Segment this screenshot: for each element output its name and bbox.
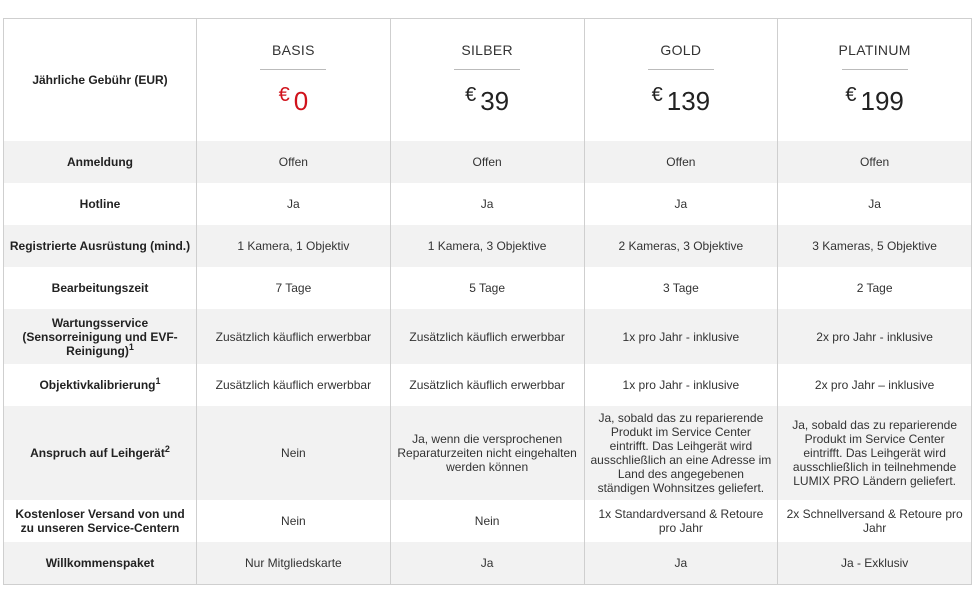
euro-symbol: € [278, 84, 290, 106]
table-cell: Ja [584, 183, 778, 225]
price-value: 39 [480, 86, 510, 116]
table-cell: Zusätzlich käuflich erwerbbar [390, 364, 584, 406]
table-cell: 1 Kamera, 3 Objektive [390, 225, 584, 267]
row-label: Bearbeitungszeit [4, 267, 197, 309]
plan-gold [584, 19, 778, 142]
table-cell: 2 Tage [778, 267, 972, 309]
table-row-ausruestung [4, 225, 972, 267]
table-row-leihgeraet [4, 406, 972, 500]
table-row-anmeldung [4, 141, 972, 183]
row-label-text: Objektivkalibrierung [39, 378, 156, 392]
table-cell: Ja - Exklusiv [778, 542, 972, 584]
table-cell: Offen [197, 141, 391, 183]
plan-name: SILBER [461, 42, 513, 58]
table-cell: Nein [390, 500, 584, 542]
row-label: Willkommenspaket [4, 542, 197, 584]
table-cell: 2x pro Jahr - inklusive [778, 309, 972, 364]
table-cell: Ja [197, 183, 391, 225]
row-label: Kostenloser Versand von und zu unseren Service-Centern [4, 500, 197, 542]
table-cell: 3 Kameras, 5 Objektive [778, 225, 972, 267]
table-cell: Ja, sobald das zu reparierende Produkt im Service Center eintrifft. Das Leihgerät wird ausschließlich in teilnehmende LUMIX PRO Ländern geliefert. [778, 406, 972, 500]
euro-symbol: € [845, 84, 857, 106]
table-cell: Zusätzlich käuflich erwerbbar [390, 309, 584, 364]
plan-price [397, 84, 578, 116]
table-cell: Nur Mitgliedskarte [197, 542, 391, 584]
plan-basis [197, 19, 391, 142]
row-label: Hotline [4, 183, 197, 225]
table-row-versand [4, 500, 972, 542]
plan-silber [390, 19, 584, 142]
footnote-marker: 2 [164, 444, 170, 454]
table-cell: Nein [197, 406, 391, 500]
table-cell: 2x Schnellversand & Retoure pro Jahr [778, 500, 972, 542]
plan-comparison [3, 18, 971, 585]
table-cell: 3 Tage [584, 267, 778, 309]
table-cell: Offen [778, 141, 972, 183]
plan-name: GOLD [660, 42, 702, 58]
row-label: Anmeldung [4, 141, 197, 183]
table-cell: 2 Kameras, 3 Objektive [584, 225, 778, 267]
row-label: Registrierte Ausrüstung (mind.) [4, 225, 197, 267]
row-label [4, 406, 197, 500]
table-row-willkommenspaket [4, 542, 972, 584]
table-cell: 7 Tage [197, 267, 391, 309]
table-row-hotline [4, 183, 972, 225]
table-cell: 2x pro Jahr – inklusive [778, 364, 972, 406]
table-cell: Ja [390, 183, 584, 225]
divider [842, 69, 908, 70]
price-value: 139 [666, 86, 711, 116]
divider [260, 69, 326, 70]
table-cell: Ja, sobald das zu reparierende Produkt im Service Center eintrifft. Das Leihgerät wird ausschließlich an eine Adresse im Land des angegebenen ständigen Wohnsitzes geliefert. [584, 406, 778, 500]
table-cell: Ja [778, 183, 972, 225]
plan-name: PLATINUM [838, 42, 911, 58]
plan-price [784, 84, 965, 116]
row-label [4, 364, 197, 406]
table-cell: 1x pro Jahr - inklusive [584, 309, 778, 364]
plan-header-row [4, 19, 972, 142]
table-cell: 1x Standardversand & Retoure pro Jahr [584, 500, 778, 542]
table-cell: 5 Tage [390, 267, 584, 309]
annual-fee-label: Jährliche Gebühr (EUR) [4, 19, 197, 142]
footnote-marker: 1 [155, 376, 161, 386]
price-value: 199 [860, 86, 904, 116]
price-value: 0 [293, 86, 309, 116]
plan-name: BASIS [272, 42, 315, 58]
table-cell: Ja, wenn die versprochenen Reparaturzeiten nicht eingehalten werden können [390, 406, 584, 500]
table-row-objektivkalibrierung [4, 364, 972, 406]
plan-platinum [778, 19, 972, 142]
divider [648, 69, 714, 70]
plan-price [203, 84, 384, 116]
row-label [4, 309, 197, 364]
table-row-bearbeitungszeit [4, 267, 972, 309]
euro-symbol: € [465, 84, 477, 106]
table-cell: Nein [197, 500, 391, 542]
row-label-text: Anspruch auf Leihgerät [30, 446, 165, 460]
table-cell: Ja [390, 542, 584, 584]
table-row-wartungsservice [4, 309, 972, 364]
table-cell: Zusätzlich käuflich erwerbbar [197, 309, 391, 364]
plan-comparison-table [3, 18, 972, 585]
footnote-marker: 1 [128, 341, 134, 352]
euro-symbol: € [651, 84, 663, 106]
table-cell: 1x pro Jahr - inklusive [584, 364, 778, 406]
table-cell: Offen [584, 141, 778, 183]
plan-price [591, 84, 772, 116]
table-cell: Ja [584, 542, 778, 584]
table-cell: Zusätzlich käuflich erwerbbar [197, 364, 391, 406]
row-label-text: Wartungsservice (Sensorreinigung und EVF-Reinigung) [22, 315, 178, 358]
table-cell: 1 Kamera, 1 Objektiv [197, 225, 391, 267]
divider [454, 69, 520, 70]
table-cell: Offen [390, 141, 584, 183]
